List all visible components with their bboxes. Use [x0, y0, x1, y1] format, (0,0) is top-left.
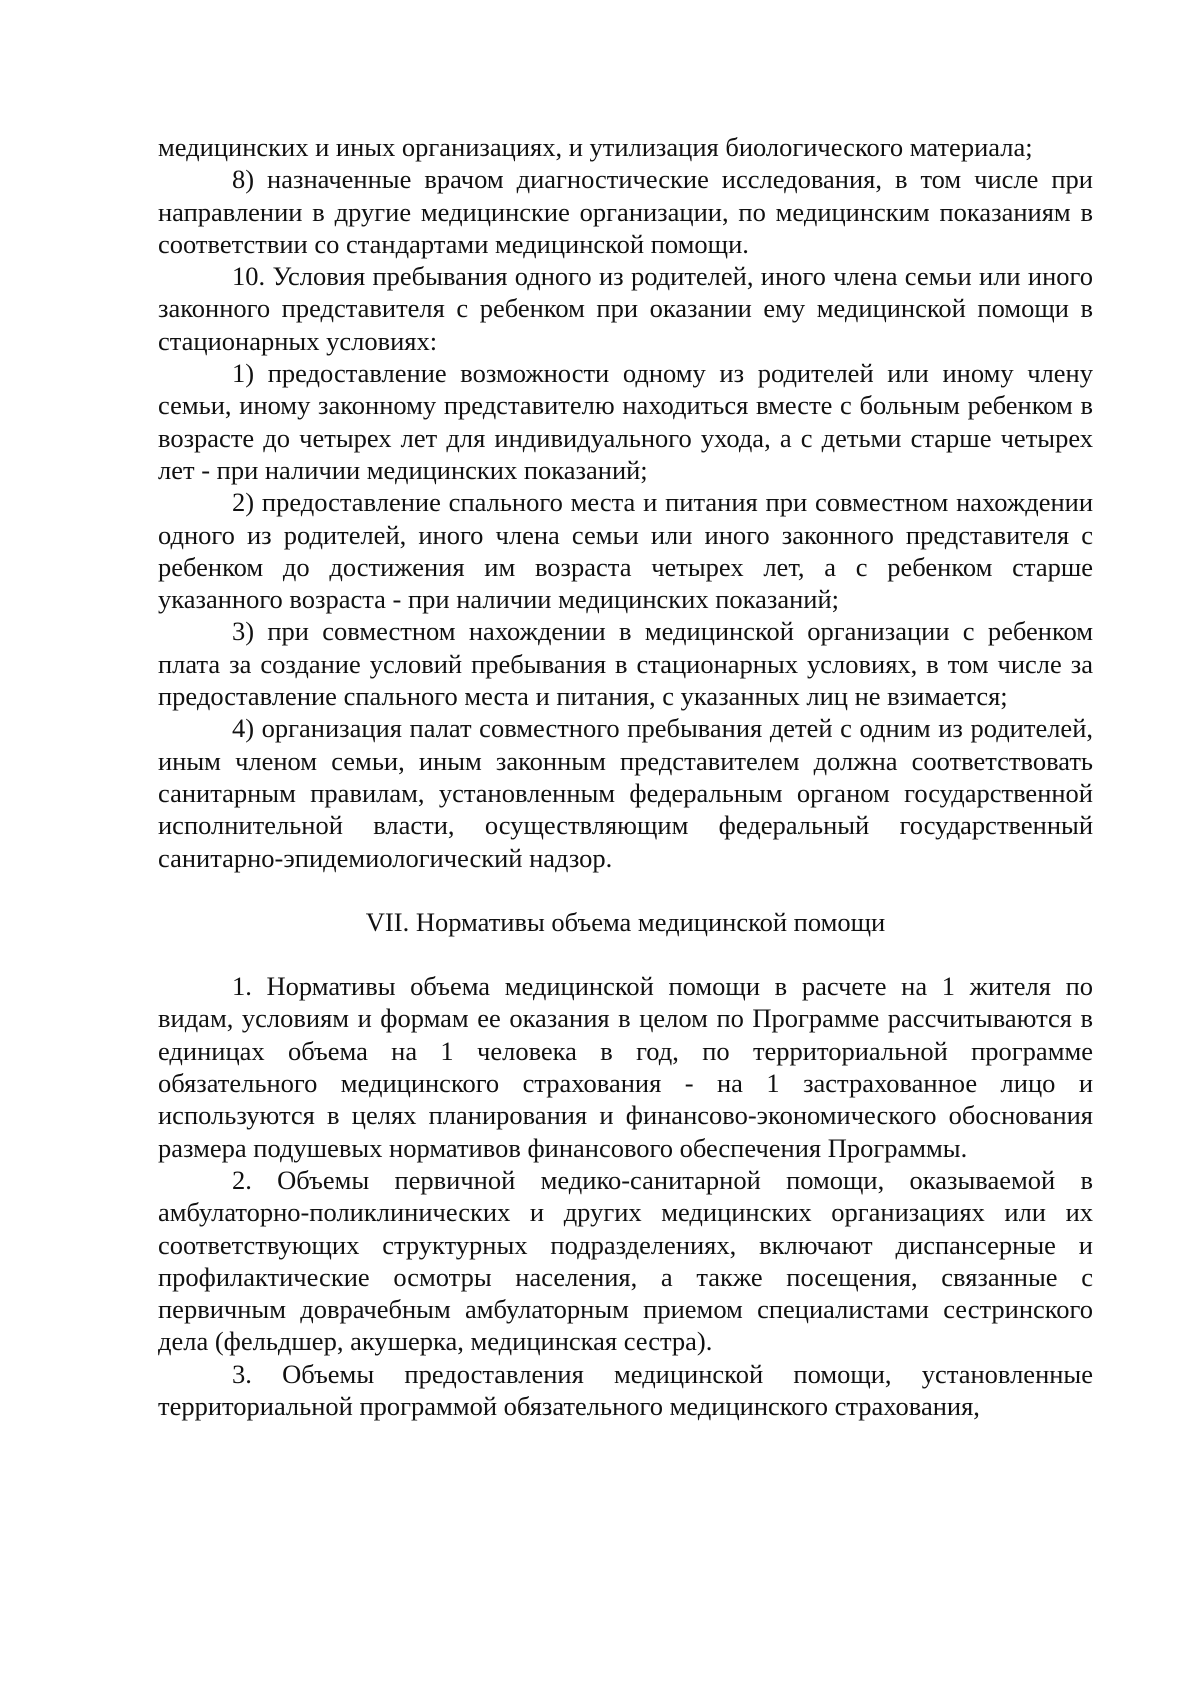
- paragraph: 2. Объемы первичной медико-санитарной помощи, оказываемой в амбулаторно-поликлинических и других медицинских организациях или их соответствующих структурных подразделениях, включают диспансерные и профилактические осмотры населения, а также посещения, связанные с первичным доврачебным амбулаторным приемом специалистами сестринского дела (фельдшер, акушерка, медицинская сестра).: [158, 1164, 1093, 1357]
- section-heading: VII. Нормативы объема медицинской помощи: [365, 906, 886, 937]
- paragraph: 10. Условия пребывания одного из родителей, иного члена семьи или иного законного представителя с ребенком при оказании ему медицинской помощи в стационарных условиях:: [158, 261, 1093, 356]
- paragraph: 2) предоставление спального места и питания при совместном нахождении одного из родителей, иного члена семьи или иного законного представителя с ребенком до достижения им возраста четырех лет, а с ребенком старше указанного возраста - при наличии медицинских показаний;: [158, 487, 1093, 615]
- paragraph: 8) назначенные врачом диагностические исследования, в том числе при направлении в другие медицинские организации, по медицинским показаниям в соответствии со стандартами медицинской помощи.: [158, 164, 1093, 259]
- paragraph: 1) предоставление возможности одному из родителей или иному члену семьи, иному законному представителю находиться вместе с больным ребенком в возрасте до четырех лет для индивидуального ухода, а с детьми старше четырех лет - при наличии медицинских показаний;: [158, 358, 1093, 485]
- document-page: [158, 131, 1093, 1422]
- paragraph: 3. Объемы предоставления медицинской помощи, установленные территориальной программой обязательного медицинского страхования,: [158, 1358, 1093, 1421]
- paragraph: 3) при совместном нахождении в медицинской организации с ребенком плата за создание условий пребывания в стационарных условиях, в том числе за предоставление спального места и питания, с указанных лиц не взимается;: [158, 616, 1093, 712]
- paragraph: 1. Нормативы объема медицинской помощи в расчете на 1 жителя по видам, условиям и формам ее оказания в целом по Программе рассчитываются в единицах объема на 1 человека в год, по территориальной программе обязательного медицинского страхования - на 1 застрахованное лицо и используются в целях планирования и финансово-экономического обоснования размера подушевых нормативов финансового обеспечения Программы.: [158, 971, 1093, 1163]
- paragraph: 4) организация палат совместного пребывания детей с одним из родителей, иным членом семьи, иным законным представителем должна соответствовать санитарным правилам, установленным федеральным органом государственной исполнительной власти, осуществляющим федеральный государственный санитарно-эпидемиологический надзор.: [158, 713, 1093, 873]
- paragraph: медицинских и иных организациях, и утилизация биологического материала;: [158, 132, 1033, 162]
